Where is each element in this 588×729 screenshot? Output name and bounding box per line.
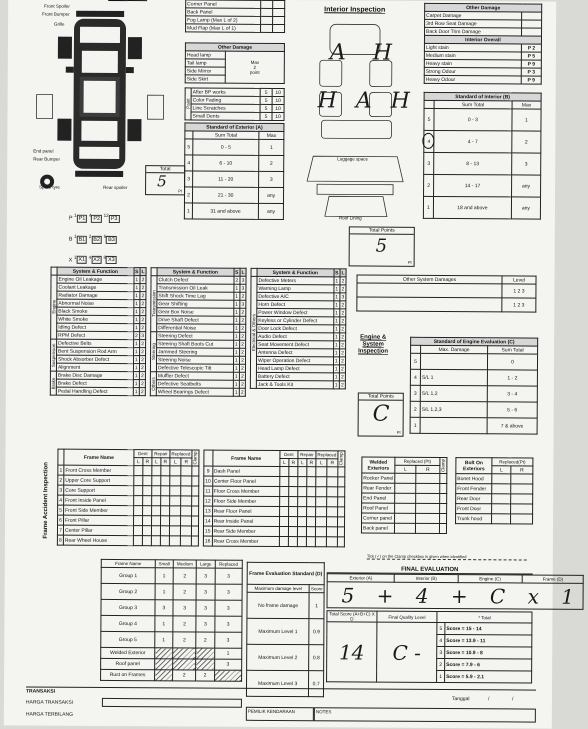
clamp-checkbox[interactable] — [192, 486, 199, 496]
row-fog-lamp: Fog Lamp (Max L of 2) — [186, 16, 261, 24]
system-function-row: Suspension Defective Belts 1 2 — [51, 339, 146, 348]
exterior-total-handwriting: 5 — [157, 172, 167, 191]
interior-total-handwriting: 5 — [375, 235, 388, 257]
other-damage-title: Other Damage — [185, 43, 284, 52]
clamp-checkbox[interactable] — [338, 487, 345, 497]
system-function-row: Audio Defect 1 2 — [258, 333, 345, 340]
exterior-inspection-panel — [15, 0, 185, 264]
system-function-col-2: System & Function S L Transmission Clutch Defect 2 3 Transmission Oil Leak 1 3 Shift Shock Time Lag 1 2 Gear Shifting 1 3 Gear Box Noise 1 2 Drive Shaft Defect 1 2 Differential Noise 1 2 Steering Steering Defect 1 2 Steering Shaft Boots Cut 1 2 Jammed Steering 1 2 Steering Noise 1 2 Defective Telescopic Tilt 1 2 Others Muffler Defect 1 2 Defective Seatbelts 1 2 Wheel Bearings Defect 1 2 — [150, 268, 245, 396]
label-end-panel: End panel — [33, 148, 54, 154]
system-function-row: Transmission Clutch Defect 2 3 — [151, 276, 246, 285]
frame-grade-panel — [100, 559, 243, 682]
frame-grade-row: Group 5 1 2 2 3 — [101, 631, 242, 648]
system-function-row: Keyless or Cylinder Defect 1 2 — [258, 317, 345, 324]
interior-other-damage-table: Other Damage Carpet Damage 3rd Row Seat Damage Back Door Trim Damage Interior Overall Light stain P 2 Medium stain P 5 Heavy stain P 9 Strong Odour P 3 Heavy Odour P 9 — [424, 3, 542, 85]
exterior-total-box — [145, 165, 185, 195]
clamp-checkbox[interactable] — [440, 513, 447, 523]
system-function-row: Steering Shaft Boots Cut 1 2 — [158, 340, 244, 348]
system-function-row: Brake Brake Disc Damage 1 2 — [50, 371, 145, 380]
row-side-mirror: Side Mirror — [185, 67, 225, 75]
system-function-row: Bent Suspension Rod Arm 1 2 — [58, 348, 144, 355]
label-front-spoiler: Front Spoiler — [44, 3, 70, 9]
system-function-row: Power Window Defect 1 2 — [258, 309, 345, 316]
frame-row: 8 Rear Wheel House — [57, 535, 198, 546]
clamp-checkbox[interactable] — [440, 483, 447, 493]
label-rear-spoiler: Rear spoiler — [103, 184, 128, 191]
frame-row: 5 Front Side Member — [58, 505, 199, 516]
frame-accident-side-title: Frame Accident Inspection — [42, 462, 50, 539]
code-row-b: B $^1$B1 $^2$B2 $^6$B3 — [69, 228, 120, 249]
engine-total-handwriting: C — [372, 401, 390, 427]
frame-grade-row: Group 2 1 2 3 3 — [101, 583, 242, 600]
system-function-row: RPM Defect 2 3 — [58, 332, 145, 339]
system-function-row: Seat Movement Defect 1 2 — [258, 341, 344, 348]
system-function-row: Drive Shaft Defect 1 2 — [158, 316, 245, 324]
code-row-x: X $^1$X1 $^4$X2 $^8$X3 — [69, 248, 120, 269]
transaksi-label: TRANSAKSI — [25, 688, 56, 695]
standard-engine-table: Standard of Engine Evaluation (C) Max. Damage Sum Total 5 0 4 S/L 1 1 - 2 3 S/L 1,2 3 - 4 2 S/L 1,2,3 5 - 6 1 7 & above — [410, 337, 539, 435]
clamp-checkbox[interactable] — [440, 493, 447, 503]
final-evaluation-handwriting: 5 + 4 + C x 1 — [327, 582, 584, 610]
frame-row: 3 Core Support — [58, 485, 199, 496]
tanggal-label: Tanggal — [451, 696, 470, 703]
interior-total-box: Total Points 5 Pt — [349, 226, 415, 266]
system-function-row: Shift Shock Time Lag 1 2 — [158, 292, 245, 300]
bolt-on-exteriors-table: Bolt On Exteriors Replaced(Pt) L R Bonet Hood Front Fender Rear Door Front Door Trunk hood — [455, 457, 533, 524]
frame-row: 10 Center Floor Panel — [204, 476, 345, 487]
system-function-row: Battery Defect 1 2 — [257, 373, 344, 380]
system-function-row: Coolant Leakage 1 2 — [58, 284, 145, 291]
interior-handwriting-1: A H — [329, 40, 403, 66]
harga-terbilang-label: HARGA TERBILANG — [25, 711, 74, 718]
total-score-handwriting: 14 — [327, 622, 377, 682]
interior-inspection-panel — [289, 0, 421, 266]
clamp-note: Tick (✓) on the Clamp checkbox is given when identified — [367, 554, 527, 561]
system-function-row: Gear Box Noise 1 2 — [158, 308, 245, 316]
system-function-row: Shock Absorber Defect 1 2 — [58, 356, 144, 363]
system-function-row: Electrical & Others Defective Meters 1 2 — [251, 276, 346, 285]
system-function-row: Abnormal Noise 1 2 — [58, 300, 145, 307]
clamp-checkbox[interactable] — [440, 503, 447, 513]
frame-accident-right-table: Frame Name Dent Repair Replaced Clamp L R L R L R 9 Dash Panel 10 Center Floor Panel 11 Floor Cross Member 12 Floor Side Member 13 Rear Floor Panel 14 Rear Inside Panel 15 Rear Side Member 16 Rear Cross Member — [203, 450, 346, 548]
frame-row: 11 Floor Cross Member — [204, 486, 345, 497]
code-row-p: P $^1$P1 $^4$P2 $^{12}$P3 — [69, 207, 120, 228]
frame-row: 14 Rear Inside Panel — [204, 516, 345, 527]
clamp-checkbox[interactable] — [192, 516, 199, 526]
system-function-row: Alignment 1 2 — [57, 364, 144, 371]
footer: TRANSAKSI HARGA TRANSAKSI HARGA TERBILANG Tanggal / / PEMILIK KENDARAAN NOTES — [26, 686, 536, 725]
system-function-row: Steering Steering Defect 1 2 — [151, 332, 246, 341]
frame-grade-row: Welded Exterior 1 — [101, 647, 242, 659]
system-function-col-1: System & Function S L Engine Engine Oil Leakage 1 2 Coolant Leakage 1 2 Radiator Damage 1 2 Abnormal Noise 1 2 Black Smoke 1 2 White Smoke 1 2 Idling Defect 1 2 RPM Defect 2 3 Suspension Defective Belts 1 2 Bent Suspension Rod Arm 1 2 Shock Absorber Defect 1 2 Alignment 1 2 Brake Brake Disc Damage 1 2 Brake Defect 1 2 Pedal Handling Defect 1 2 — [50, 268, 145, 395]
clamp-checkbox[interactable] — [338, 467, 345, 477]
frame-row: 6 Front Pillar — [58, 515, 199, 526]
system-function-row: Jammed Steering 1 2 — [158, 348, 244, 356]
engine-evaluation-panel — [356, 274, 541, 435]
interior-title: Interior Inspection — [324, 6, 386, 14]
system-function-row: Others Muffler Defect 1 2 — [150, 372, 245, 381]
clamp-checkbox[interactable] — [338, 517, 345, 527]
interior-damage-panel — [423, 3, 542, 220]
total-label: Total — [146, 166, 184, 173]
notes-field[interactable]: NOTES — [314, 707, 536, 722]
frame-row: 12 Floor Side Member — [204, 496, 345, 507]
harga-transaksi-field[interactable] — [102, 698, 242, 708]
frame-row: 2 Upper Core Support — [58, 475, 199, 486]
system-function-row: Idling Defect 1 2 — [58, 324, 145, 331]
system-function-row: Wheel Bearings Defect 1 2 — [157, 388, 244, 396]
system-function-row: Radiator Damage 1 2 — [58, 292, 145, 299]
welded-exteriors-panel — [361, 456, 451, 534]
clamp-checkbox[interactable] — [440, 473, 447, 483]
other-system-damages-table: Other System Damages Level 1 2 3 1 2 3 — [356, 274, 536, 312]
label-roof-lining: Roof Lining — [338, 215, 362, 221]
other-damage-table: Other Damage Head lamp Max 2 point Tail lamp Side Mirror Side Skirt — [185, 42, 285, 84]
system-function-row: Steering Noise 1 2 — [158, 356, 244, 364]
standard-exterior-table: Standard of Exterior (A) Sum Total Max 5 0 - 5 1 4 6 - 10 2 3 11 - 20 3 2 21 - 30 any 1 31 and above any — [184, 122, 285, 220]
pemilik-kendaraan-field[interactable]: PEMILIK KENDARAAN — [246, 707, 314, 721]
frame-grade-row: Group 4 1 2 3 3 — [101, 615, 242, 632]
frame-row: 7 Center Pillar — [57, 525, 198, 536]
row-back-panel: Back Panel — [186, 8, 261, 16]
system-function-row: Jack & Tools Kit 1 2 — [257, 381, 344, 388]
system-function-row: Wiper Operation Defect 1 2 — [258, 357, 344, 364]
damage-code-legend — [69, 207, 120, 270]
frame-grade-row: Roof panel 3 — [101, 658, 242, 670]
label-front-bumper: Front Bumper — [42, 11, 70, 17]
clamp-checkbox[interactable] — [191, 536, 198, 546]
system-function-row: Pedal Handling Defect 1 2 — [57, 388, 144, 395]
system-function-col-3: System & Function S L Electrical & Others Defective Meters 1 2 Warning Lamp 1 2 Defective A/C 1 3 Horn Defect 1 2 Power Window Defect 1 2 Keyless or Cylinder Defect 1 2 Door Lock Defect 1 2 Audio Defect 1 2 Seat Movement Defect 1 2 Antenna Defect 1 2 Wiper Operation Defect 1 2 Head Lamp Defect 1 2 Battery Defect 1 2 Jack & Tools Kit 1 2 — [251, 269, 345, 388]
frame-row: 9 Dash Panel — [204, 466, 345, 477]
system-function-row: Defective Seatbelts 1 2 — [157, 380, 244, 388]
system-function-row: Door Lock Defect 1 2 — [258, 325, 345, 332]
system-function-row: Head Lamp Defect 1 2 — [257, 365, 344, 372]
clamp-checkbox[interactable] — [439, 523, 446, 533]
system-function-row: Defective A/C 1 3 — [258, 293, 345, 300]
exterior-title — [108, 0, 147, 1]
clamp-checkbox[interactable] — [337, 537, 344, 547]
frame-row: 1 Front Cross Member — [58, 465, 199, 476]
paint-group-label: Paint — [185, 98, 191, 110]
system-function-row: Engine Engine Oil Leakage 1 2 — [51, 275, 146, 284]
clamp-checkbox[interactable] — [338, 477, 345, 487]
system-function-row: Differential Noise 1 2 — [158, 324, 245, 332]
row-corner-panel: Corner Panel — [186, 0, 261, 8]
system-function-row: Black Smoke 1 2 — [58, 308, 145, 315]
frame-accident-left-table: Frame Name Dent Repair Replaced Clamp L R L R L R 1 Front Cross Member 2 Upper Core Support 3 Core Support 4 Front Inside Panel 5 Front Side Member 6 Front Pillar 7 Center Pillar 8 Rear Wheel House — [57, 449, 200, 547]
circled-grade: 4 — [424, 130, 434, 152]
clamp-checkbox[interactable] — [192, 496, 199, 506]
system-function-row: Gear Shifting 1 3 — [158, 300, 245, 308]
row-head-lamp: Head lamp — [185, 51, 225, 59]
frame-row: 15 Rear Side Member — [203, 526, 344, 537]
frame-row: 16 Rear Cross Member — [203, 536, 344, 547]
clamp-checkbox[interactable] — [338, 497, 345, 507]
frame-row: 4 Front Inside Panel — [58, 495, 199, 506]
inspection-sheet — [4, 0, 583, 729]
welded-exteriors-table: Welded Exteriors Replaced (Pt) Clamp L R Rocker Panel Rear Fender End Panel Roof Panel Corner panel Back panel — [361, 456, 447, 534]
engine-total-box: Total Points C Pt — [358, 392, 404, 436]
system-function-row: Defective Telescopic Tilt 1 2 — [157, 364, 244, 372]
clamp-checkbox[interactable] — [192, 506, 199, 516]
system-function-row: Brake Defect 1 2 — [57, 380, 144, 387]
label-rear-bumper: Rear Bumper — [33, 156, 61, 162]
label-luggage-space: Luggage space — [337, 156, 369, 162]
clamp-checkbox[interactable] — [192, 466, 199, 476]
total-suffix: Pt — [178, 188, 183, 194]
frame-grade-row: Group 1 1 2 3 3 — [101, 567, 242, 584]
label-spare-tyre: Spare tyre — [39, 184, 60, 190]
standard-exterior-title: Standard of Exterior (A) — [185, 123, 284, 132]
clamp-checkbox[interactable] — [338, 507, 345, 517]
paint-table: Paint After BP works 5 10 Color Fading 5 10 Line Scratches 5 10 Small Dents 5 10 — [184, 87, 284, 121]
clamp-checkbox[interactable] — [191, 526, 198, 536]
row-tail-lamp: Tail lamp — [185, 59, 225, 67]
clamp-checkbox[interactable] — [192, 476, 199, 486]
quality-level-handwriting: C - — [377, 622, 437, 682]
frame-row: 13 Rear Floor Panel — [204, 506, 345, 517]
row-mud-flap: Mud Flap (Max L of 1) — [186, 24, 261, 32]
exterior-damage-list — [184, 0, 285, 220]
row-side-skirt: Side Skirt — [185, 75, 225, 83]
frame-grade-row: Rust on Frames 2 2 — [101, 669, 242, 681]
final-score-table: Total Score (A+B+C) X D Final Quality Level * Total 14 C - 5 Score = 15 - 14 4 Score = 13.9 - 11 3 Score = 10.9 - 8 2 Score = 7.9 - 6 1 Score = 5.9 - 2.1 — [326, 610, 532, 683]
label-grille: Grille — [54, 21, 65, 27]
frame-eval-panel — [246, 562, 325, 697]
exterior-top-table — [185, 0, 285, 33]
frame-grade-table: Frame Name Small Medium Large Replaced Group 1 1 2 3 3 Group 2 1 2 3 3 Group 3 3 3 3 3 Group 4 1 2 3 3 Group 5 1 2 2 3 Welded Exterior 1 Roof panel 3 Rust on Frames 2 2 — [100, 559, 243, 682]
frame-grade-row: Group 3 3 3 3 3 — [101, 599, 242, 616]
final-evaluation-panel: FINAL EVALUATION Exterior (A) Interior (B) Engine (C) Frame (D) 5 + 4 + C x 1 Total Score (A+B+C) X D Final Quality Level * Total 14 C - 5 Score = 15 - 14 4 Score = 13.9 - 11 3 Score = 10.9 - 8 2 Score = 7.9 - 6 1 Score = 5.9 - 2.1 — [326, 566, 533, 697]
system-function-row: Warning Lamp 1 2 — [258, 285, 345, 292]
frame-eval-table: Frame Evaluation Standard (D) Maximum damage level Score No frame damage 1 Maximum Level 1 0.9 Maximum Level 2 0.8 Maximum Level 3 0.7 — [246, 562, 325, 697]
harga-transaksi-label: HARGA TRANSAKSI — [25, 699, 74, 706]
engine-system-title: Engine & System Inspection — [358, 334, 389, 355]
system-function-row: White Smoke 1 2 — [58, 316, 145, 323]
standard-interior-table: Standard of Interior (B) Sum Total Max 5 0 - 3 1 4 4 - 7 2 3 8 - 13 3 2 14 - 17 any 1 18 and above any — [423, 92, 542, 220]
bolt-on-exteriors-panel — [455, 457, 535, 524]
system-function-row: Horn Defect 1 2 — [258, 301, 345, 308]
interior-handwriting-2: H A H — [317, 88, 416, 114]
system-function-row: Transmission Oil Leak 1 3 — [158, 284, 245, 292]
clamp-checkbox[interactable] — [337, 527, 344, 537]
system-function-row: Antenna Defect 1 2 — [258, 349, 344, 356]
final-evaluation-headers: Exterior (A) Interior (B) Engine (C) Frame (D) 5 + 4 + C x 1 — [327, 573, 585, 610]
